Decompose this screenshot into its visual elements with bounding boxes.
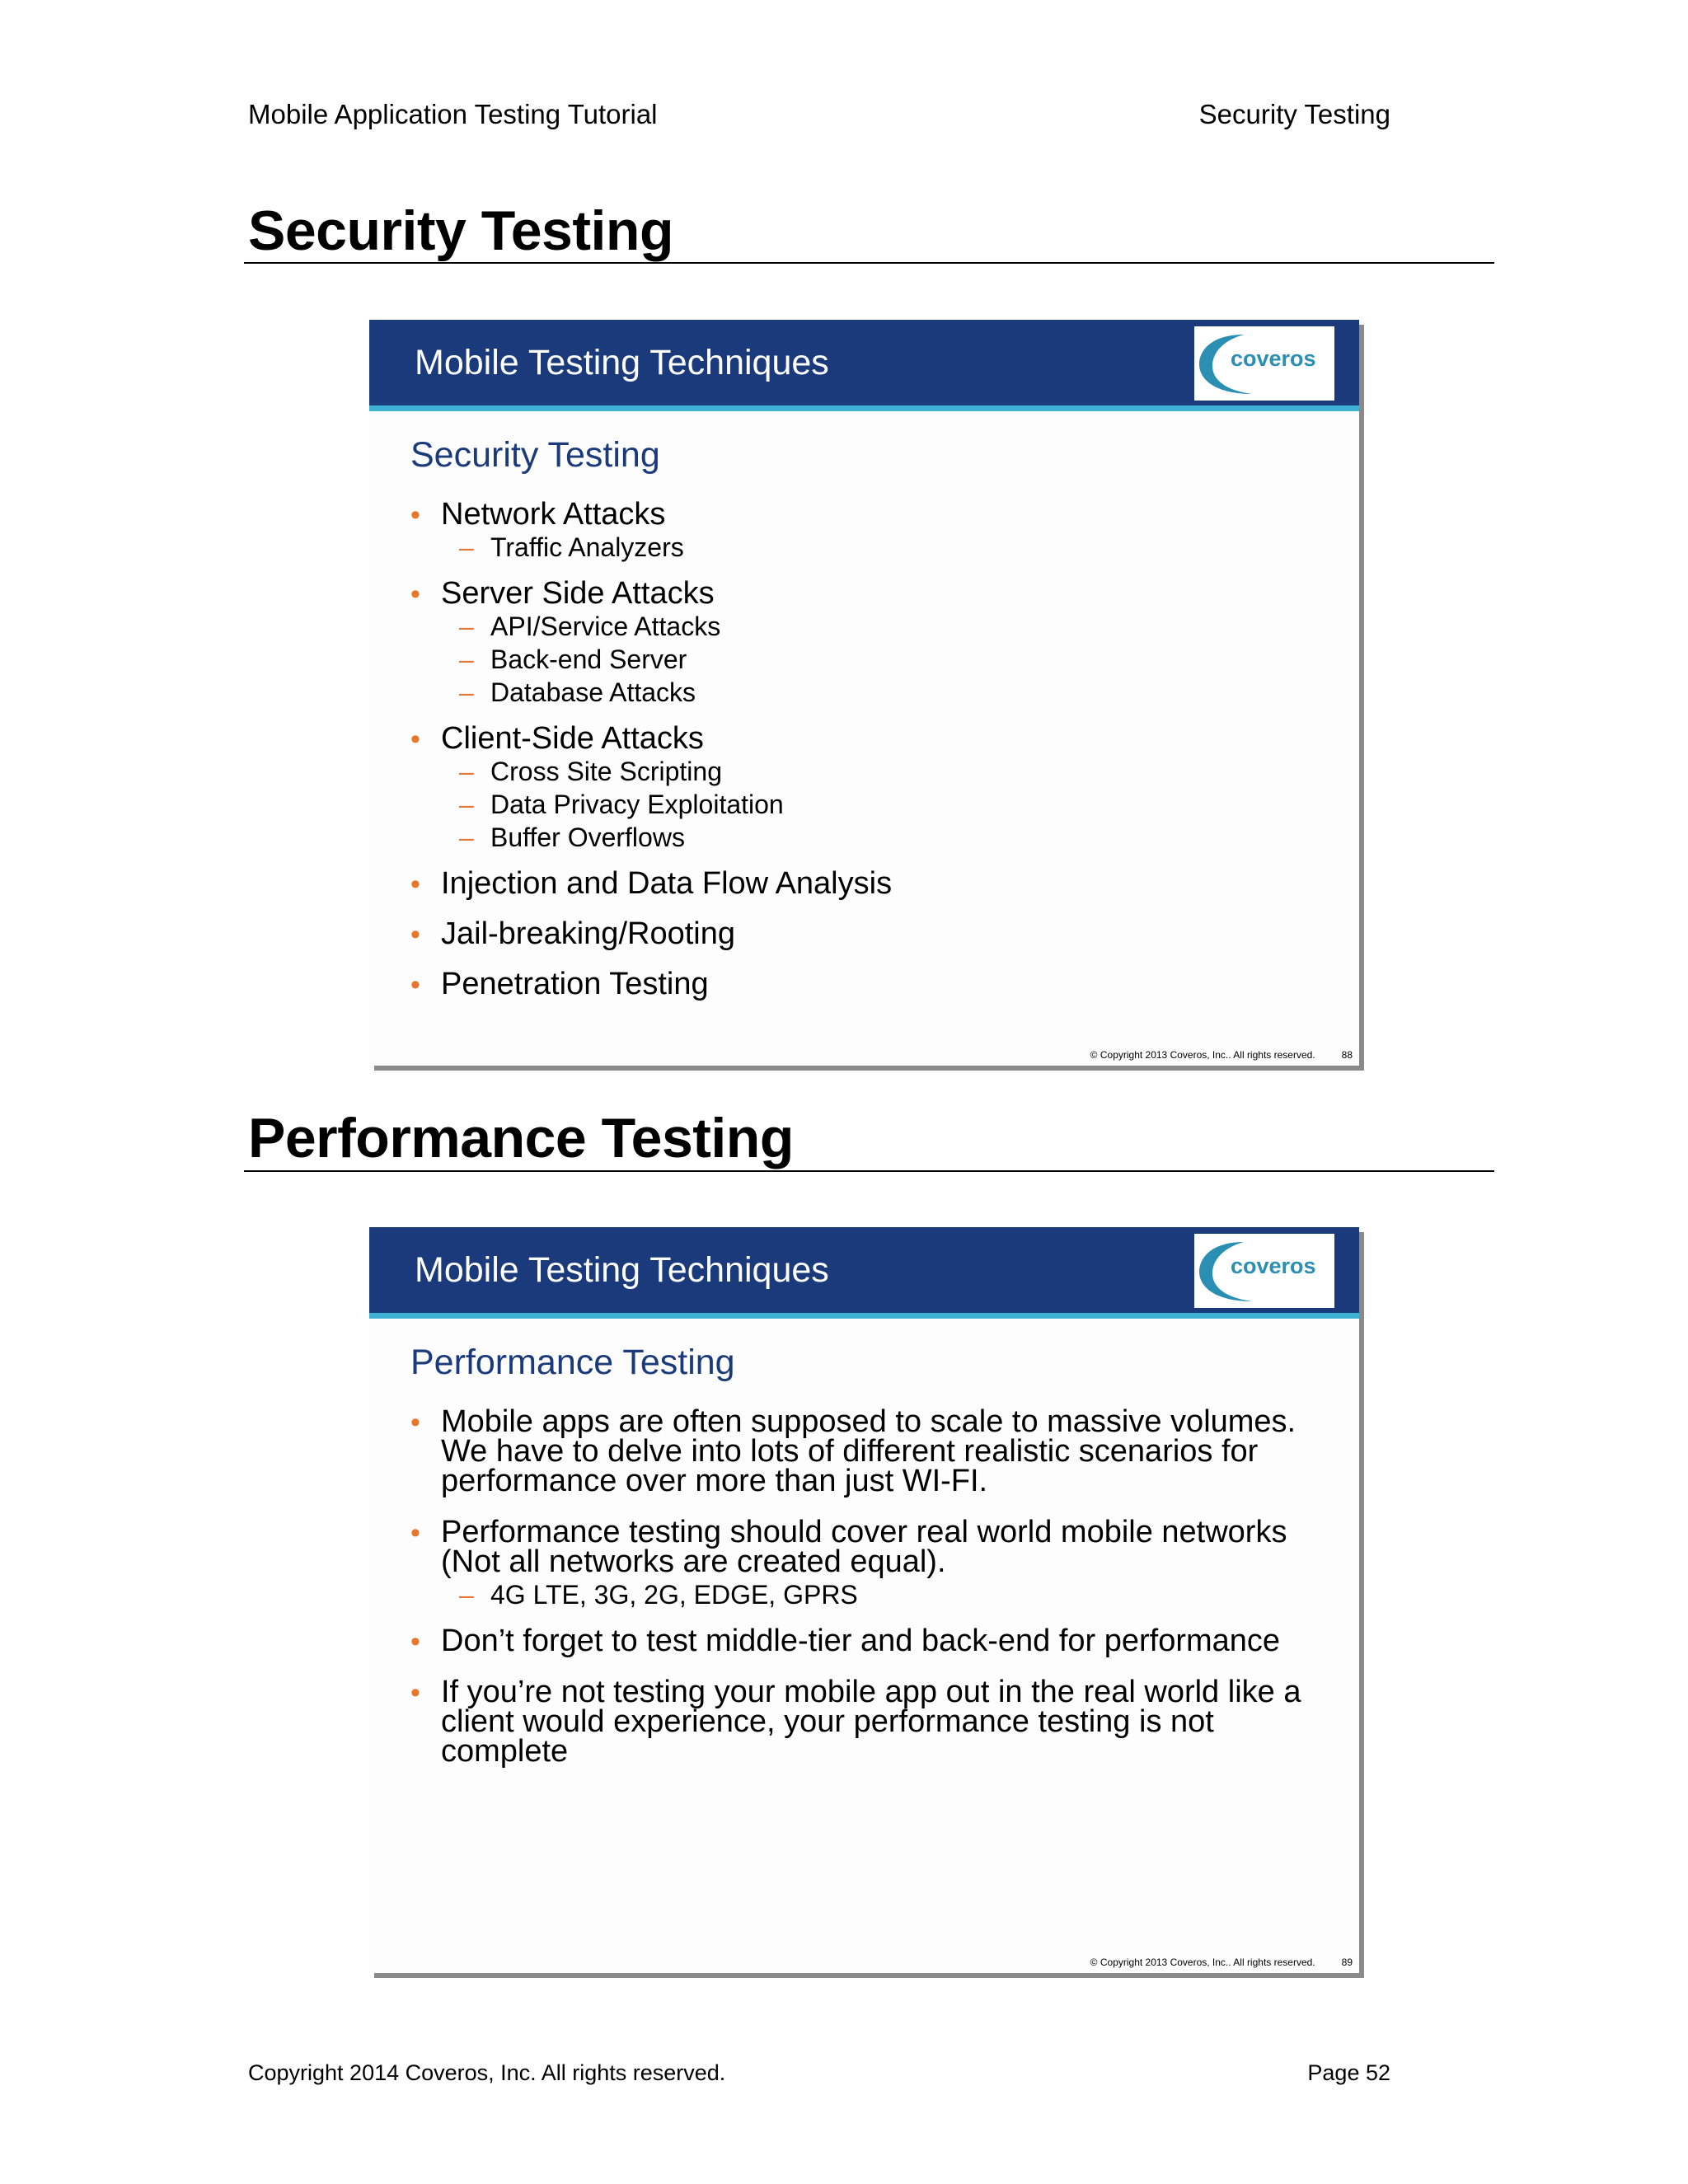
bullet-text: Server Side Attacks bbox=[441, 576, 715, 611]
slide-copyright: © Copyright 2013 Coveros, Inc.. All rights reserved. bbox=[1090, 1049, 1315, 1061]
slide-bar-title: Mobile Testing Techniques bbox=[415, 343, 829, 382]
bullet-item bbox=[410, 721, 1326, 854]
slide-footer bbox=[1090, 1049, 1353, 1061]
slide-security-testing bbox=[369, 320, 1359, 1066]
bullet-dot-icon: • bbox=[410, 969, 420, 1001]
bullet-text: Performance testing should cover real world mobile networks (Not all networks are created equal). bbox=[441, 1515, 1287, 1579]
header-doc-title: Mobile Application Testing Tutorial bbox=[248, 99, 658, 129]
bullet-item bbox=[410, 1626, 1322, 1656]
sub-bullet-item: – Cross Site Scripting bbox=[459, 757, 722, 786]
section-divider bbox=[244, 262, 1494, 264]
slide-title-bar bbox=[369, 320, 1359, 411]
bullet-dot-icon: • bbox=[410, 499, 420, 531]
slide-copyright: © Copyright 2013 Coveros, Inc.. All rights reserved. bbox=[1090, 1957, 1315, 1968]
slide-bar-title: Mobile Testing Techniques bbox=[415, 1250, 829, 1290]
slide-heading: Security Testing bbox=[410, 435, 660, 475]
header-section-title: Security Testing bbox=[1198, 99, 1390, 129]
bullet-item bbox=[410, 866, 1326, 901]
bullet-dot-icon: • bbox=[410, 919, 420, 950]
bullet-item bbox=[410, 916, 1326, 951]
bullet-item bbox=[410, 1675, 1322, 1769]
bullet-item bbox=[410, 969, 1326, 999]
slide-heading: Performance Testing bbox=[410, 1343, 735, 1382]
bullet-dot-icon: • bbox=[410, 579, 420, 610]
bullet-list bbox=[410, 499, 1326, 999]
bullet-text: Client-Side Attacks bbox=[441, 721, 704, 756]
slide-footer bbox=[1090, 1957, 1353, 1968]
coveros-logo bbox=[1194, 326, 1334, 401]
sub-bullet-item: – Traffic Analyzers bbox=[459, 532, 684, 562]
bullet-text: Don’t forget to test middle-tier and back-end for performance bbox=[441, 1624, 1281, 1658]
bullet-dot-icon: • bbox=[410, 1517, 420, 1549]
bullet-item bbox=[410, 499, 1326, 564]
sub-bullet-item: – Database Attacks bbox=[459, 677, 696, 707]
bullet-text: If you’re not testing your mobile app out in the real world like a client would experience, your performance testing is not complete bbox=[441, 1675, 1301, 1769]
section-title-performance: Performance Testing bbox=[248, 1107, 794, 1169]
bullet-item bbox=[410, 1404, 1322, 1498]
sub-bullet-item: – 4G LTE, 3G, 2G, EDGE, GPRS bbox=[459, 1580, 858, 1610]
bullet-list bbox=[410, 1404, 1322, 1769]
sub-bullet-item: – Buffer Overflows bbox=[459, 823, 685, 852]
svg-text:coveros: coveros bbox=[1231, 1254, 1316, 1278]
bullet-text: Injection and Data Flow Analysis bbox=[441, 866, 893, 901]
running-header bbox=[248, 99, 1390, 130]
bullet-text: Jail-breaking/Rooting bbox=[441, 916, 735, 951]
bullet-dot-icon: • bbox=[410, 1407, 420, 1438]
footer-copyright: Copyright 2014 Coveros, Inc. All rights reserved. bbox=[248, 2060, 726, 2085]
section-title-security: Security Testing bbox=[248, 199, 673, 262]
bullet-dot-icon: • bbox=[410, 869, 420, 900]
slide-performance-testing bbox=[369, 1227, 1359, 1973]
bullet-item bbox=[410, 1517, 1322, 1611]
bullet-dot-icon: • bbox=[410, 1677, 420, 1708]
bullet-text: Network Attacks bbox=[441, 497, 666, 532]
page-number: Page 52 bbox=[1307, 2060, 1390, 2085]
bullet-dot-icon: • bbox=[410, 724, 420, 755]
bullet-dot-icon: • bbox=[410, 1626, 420, 1657]
coveros-logo bbox=[1194, 1234, 1334, 1308]
slide-title-bar bbox=[369, 1227, 1359, 1319]
bullet-text: Mobile apps are often supposed to scale to massive volumes. We have to delve into lots of different realistic scenarios for performance over more than just WI-FI. bbox=[441, 1404, 1296, 1498]
slide-number: 89 bbox=[1341, 1957, 1353, 1968]
sub-bullet-item: – API/Service Attacks bbox=[459, 612, 721, 641]
bullet-item bbox=[410, 576, 1326, 709]
bullet-text: Penetration Testing bbox=[441, 967, 709, 1001]
page-footer bbox=[248, 2060, 1390, 2086]
section-divider bbox=[244, 1170, 1494, 1172]
sub-bullet-item: – Data Privacy Exploitation bbox=[459, 790, 784, 819]
slide-number: 88 bbox=[1341, 1049, 1353, 1061]
sub-bullet-item: – Back-end Server bbox=[459, 644, 687, 674]
svg-text:coveros: coveros bbox=[1231, 346, 1316, 371]
